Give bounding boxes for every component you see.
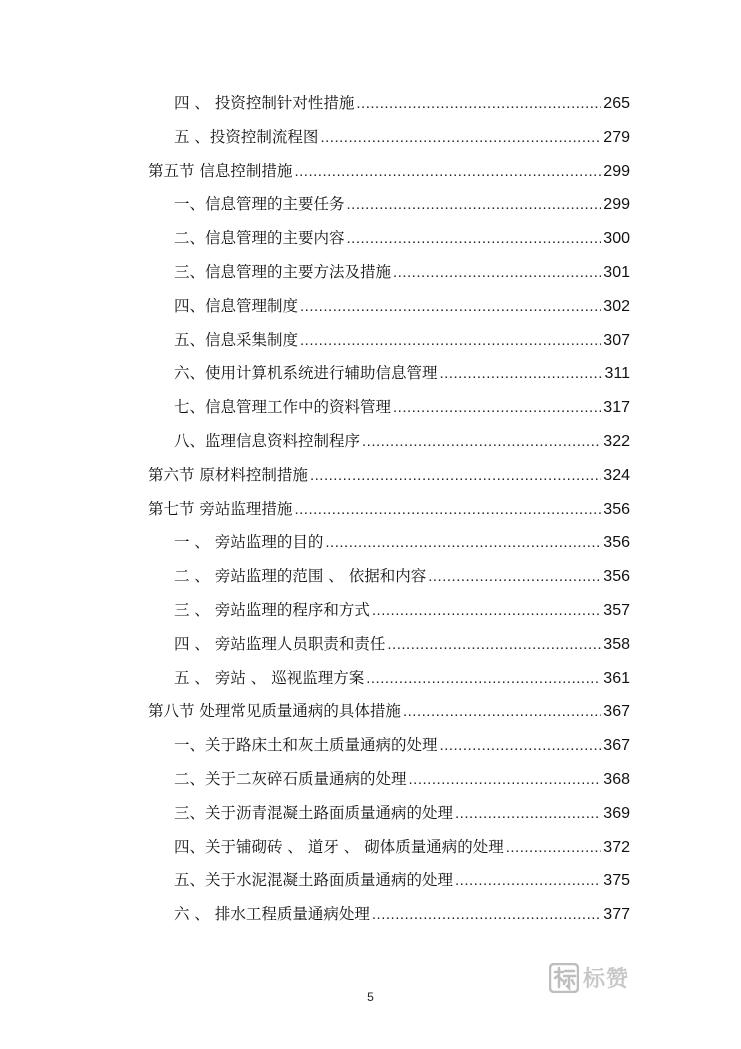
toc-dot-leader — [387, 633, 601, 657]
toc-entry-title: 四、信息管理制度 — [174, 296, 299, 315]
toc-dot-leader — [403, 700, 601, 724]
watermark-text: 标赞 — [583, 967, 630, 992]
toc-entry-page-number: 377 — [603, 906, 630, 924]
toc-entry[interactable] — [148, 395, 630, 429]
toc-entry-page-number: 375 — [603, 872, 630, 890]
toc-entry-page-number: 368 — [603, 770, 630, 788]
toc-entry[interactable] — [148, 733, 630, 767]
toc-dot-leader — [356, 92, 601, 116]
toc-entry[interactable] — [148, 699, 630, 733]
toc-entry[interactable] — [148, 767, 630, 801]
toc-entry-title: 五、信息采集制度 — [174, 330, 299, 349]
toc-entry-page-number: 324 — [603, 466, 630, 484]
toc-entry-title: 一、关于路床土和灰土质量通病的处理 — [174, 736, 438, 755]
toc-entry-title: 四、关于铺砌砖 、 道牙 、 砌体质量通病的处理 — [174, 837, 504, 856]
toc-entry-page-number: 356 — [603, 500, 630, 518]
toc-dot-leader — [455, 802, 601, 826]
toc-entry-title: 三、信息管理的主要方法及措施 — [174, 262, 392, 281]
toc-dot-leader — [300, 329, 601, 353]
toc-entry[interactable] — [148, 361, 630, 395]
toc-dot-leader — [362, 430, 601, 454]
toc-entry-title: 七、信息管理工作中的资料管理 — [174, 398, 392, 417]
toc-entry-page-number: 322 — [603, 432, 630, 450]
toc-entry-title: 三 、 旁站监理的程序和方式 — [174, 600, 370, 619]
toc-dot-leader — [366, 667, 601, 691]
toc-entry-title: 五 、 旁站 、 巡视监理方案 — [174, 668, 365, 687]
toc-dot-leader — [440, 362, 603, 386]
toc-entry[interactable] — [148, 125, 630, 159]
toc-entry-page-number: 307 — [603, 331, 630, 349]
toc-entry-title: 六 、 排水工程质量通病处理 — [174, 905, 370, 924]
toc-entry-page-number: 311 — [604, 365, 630, 383]
toc-entry[interactable] — [148, 497, 630, 531]
toc-entry-title: 一 、 旁站监理的目的 — [174, 533, 324, 552]
toc-entry-page-number: 372 — [603, 838, 630, 856]
toc-entry-title: 二 、 旁站监理的范围 、 依据和内容 — [174, 567, 427, 586]
toc-dot-leader — [409, 768, 602, 792]
toc-dot-leader — [294, 498, 601, 522]
toc-entry-page-number: 265 — [603, 95, 630, 112]
toc-dot-leader — [310, 464, 601, 488]
toc-entry-title: 四 、 投资控制针对性措施 — [174, 94, 355, 112]
toc-entry[interactable] — [148, 902, 630, 936]
toc-entry-page-number: 299 — [603, 196, 630, 214]
toc-entry-page-number: 300 — [603, 230, 630, 248]
toc-entry-page-number: 356 — [603, 568, 630, 586]
toc-entry-title: 一、信息管理的主要任务 — [174, 195, 345, 214]
toc-entry[interactable] — [148, 463, 630, 497]
toc-entry-title: 四 、 旁站监理人员职责和责任 — [174, 634, 386, 653]
toc-entry-title: 五 、投资控制流程图 — [174, 127, 319, 146]
toc-dot-leader — [320, 126, 601, 150]
toc-entry-page-number: 357 — [603, 601, 630, 619]
toc-entry-title: 第五节 信息控制措施 — [148, 161, 293, 180]
toc-entry[interactable] — [148, 868, 630, 902]
table-of-contents — [148, 91, 630, 936]
toc-entry[interactable] — [148, 429, 630, 463]
page-number: 5 — [367, 990, 374, 1004]
toc-dot-leader — [347, 227, 602, 251]
toc-dot-leader — [455, 869, 601, 893]
toc-entry-title: 五、关于水泥混凝土路面质量通病的处理 — [174, 871, 454, 890]
toc-entry[interactable] — [148, 564, 630, 598]
toc-entry[interactable] — [148, 530, 630, 564]
toc-entry-title: 六、使用计算机系统进行辅助信息管理 — [174, 364, 438, 383]
toc-entry[interactable] — [148, 294, 630, 328]
toc-entry-title: 第七节 旁站监理措施 — [148, 499, 293, 518]
toc-entry[interactable] — [148, 226, 630, 260]
toc-entry[interactable] — [148, 632, 630, 666]
toc-dot-leader — [440, 734, 602, 758]
toc-entry-page-number: 358 — [603, 635, 630, 653]
toc-entry-page-number: 279 — [603, 128, 630, 146]
watermark — [549, 962, 629, 993]
toc-entry[interactable] — [148, 91, 630, 125]
toc-entry-page-number: 367 — [603, 703, 630, 721]
toc-entry[interactable] — [148, 328, 630, 362]
toc-entry-title: 三、关于沥青混凝土路面质量通病的处理 — [174, 803, 454, 822]
toc-entry-page-number: 369 — [603, 804, 630, 822]
toc-entry-title: 第八节 处理常见质量通病的具体措施 — [148, 702, 401, 721]
biaozan-logo-icon — [549, 963, 579, 993]
toc-entry-title: 八、监理信息资料控制程序 — [174, 431, 361, 450]
toc-dot-leader — [294, 160, 601, 184]
toc-entry[interactable] — [148, 260, 630, 294]
toc-entry-page-number: 317 — [603, 399, 630, 417]
toc-entry-page-number: 356 — [603, 534, 630, 552]
toc-entry[interactable] — [148, 192, 630, 226]
toc-entry[interactable] — [148, 159, 630, 193]
toc-entry-page-number: 302 — [603, 297, 630, 315]
toc-dot-leader — [300, 295, 601, 319]
toc-entry-page-number: 367 — [603, 737, 630, 755]
toc-dot-leader — [393, 261, 601, 285]
toc-entry-title: 二、关于二灰碎石质量通病的处理 — [174, 769, 407, 788]
toc-entry-title: 二、信息管理的主要内容 — [174, 229, 345, 248]
toc-dot-leader — [325, 531, 601, 555]
toc-dot-leader — [372, 599, 601, 623]
toc-dot-leader — [393, 396, 601, 420]
toc-dot-leader — [428, 565, 601, 589]
toc-entry[interactable] — [148, 666, 630, 700]
toc-dot-leader — [347, 193, 602, 217]
toc-entry-page-number: 301 — [603, 263, 630, 281]
toc-dot-leader — [506, 836, 602, 860]
toc-entry[interactable] — [148, 801, 630, 835]
toc-entry-page-number: 299 — [603, 162, 630, 180]
toc-dot-leader — [372, 903, 601, 927]
toc-entry-page-number: 361 — [603, 669, 630, 687]
toc-entry[interactable] — [148, 835, 630, 869]
toc-entry-title: 第六节 原材料控制措施 — [148, 465, 308, 484]
toc-entry[interactable] — [148, 598, 630, 632]
